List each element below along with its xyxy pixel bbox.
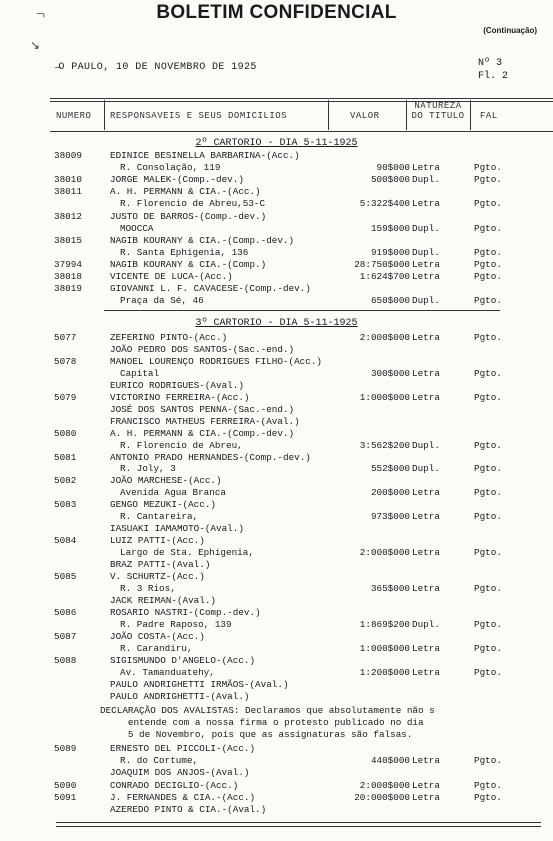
table-row <box>0 380 553 392</box>
column-divider <box>470 100 471 130</box>
reference-number: Nº 3 <box>478 58 503 69</box>
responsible-text: R. Florencio de Abreu,53-C <box>120 198 266 210</box>
entry-number: 38011 <box>54 186 82 198</box>
table-row <box>0 559 553 571</box>
entry-value: 650$000 <box>370 295 410 307</box>
payment-status: Pgto. <box>474 755 502 767</box>
section-title: 3º CARTORIO - DIA 5-11-1925 <box>195 318 358 329</box>
entry-value: 500$000 <box>370 174 410 186</box>
table-row <box>0 535 553 547</box>
table-row <box>0 607 553 619</box>
responsible-text: VICTORINO FERREIRA-(Acc.) <box>110 391 250 403</box>
payment-status: Pgto. <box>474 162 502 174</box>
table-top-rule <box>50 101 553 102</box>
title-nature: Letra <box>412 642 440 654</box>
column-divider <box>104 100 105 130</box>
table-row <box>0 475 553 487</box>
entry-value: 28:750$000 <box>354 258 410 270</box>
entry-value: 973$000 <box>370 511 410 523</box>
dateline: ̶O PAULO, 10 DE NOVEMBRO DE 1925 <box>58 62 257 73</box>
responsible-text: Av. Tamanduatehy, <box>120 666 215 678</box>
entry-number: 38012 <box>54 210 82 222</box>
title-nature: Dupl. <box>412 222 440 234</box>
responsible-text: EDINICE BESINELLA BARBARINA-(Acc.) <box>110 150 300 161</box>
entry-value: 5:322$400 <box>359 198 410 210</box>
table-row <box>0 295 553 307</box>
responsible-text: JOSÉ DOS SANTOS PENNA-(Sac.-end.) <box>110 403 295 415</box>
responsible-text: R. Consolação, 119 <box>120 162 221 174</box>
responsible-text: SIGISMUNDO D'ANGELO-(Acc.) <box>110 654 256 666</box>
payment-status: Pgto. <box>474 198 502 210</box>
entry-value: 1:000$000 <box>359 642 410 654</box>
payment-status: Pgto. <box>474 439 502 451</box>
guarantors-declaration: DECLARAÇÃO DOS AVALISTAS: Declaramos que absolutamente não s entende com a nossa firma o protesto publicado no dia 5 de Novembro, pois que as assignaturas são falsas. <box>100 705 435 740</box>
entry-value: 20:000$000 <box>354 791 410 803</box>
entry-number: 5083 <box>54 499 77 511</box>
title-nature: Letra <box>412 198 440 210</box>
table-header-rule <box>50 131 553 132</box>
table-row <box>0 463 553 475</box>
table-row <box>0 523 553 535</box>
responsible-text: ANTONIO PRADO HERNANDES-(Comp.-dev.) <box>110 451 311 463</box>
entry-value: 365$000 <box>370 582 410 594</box>
title-nature: Dupl. <box>412 463 440 475</box>
table-row <box>0 271 553 283</box>
table-row <box>0 792 553 804</box>
payment-status: Pgto. <box>474 463 502 475</box>
entry-number: 5077 <box>54 332 77 343</box>
payment-status: Pgto. <box>474 582 502 594</box>
title-nature: Dupl. <box>412 295 440 307</box>
responsible-text: GENGO MEZUKI-(Acc.) <box>110 499 217 511</box>
footer-rule <box>56 826 541 827</box>
entry-number: 5080 <box>54 427 77 439</box>
responsible-text: R. Santa Ephigenia, 136 <box>120 246 249 258</box>
table-row <box>0 162 553 174</box>
table-row <box>0 150 553 162</box>
entry-value: 919$000 <box>370 246 410 258</box>
title-nature: Dupl. <box>412 246 440 258</box>
table-row <box>0 211 553 223</box>
payment-status: Pgto. <box>474 174 502 186</box>
table-row <box>0 571 553 583</box>
table-row <box>0 511 553 523</box>
entry-number: 38019 <box>54 283 82 295</box>
payment-status: Pgto. <box>474 391 502 403</box>
responsible-text: GIOVANNI L. F. CAVACESE-(Comp.-dev.) <box>110 283 311 295</box>
payment-status: Pgto. <box>474 511 502 523</box>
title-nature: Letra <box>412 755 440 767</box>
entry-number: 5084 <box>54 535 77 547</box>
entry-value: 1:624$700 <box>359 271 410 282</box>
entry-number: 5089 <box>54 743 77 754</box>
entry-value: 159$000 <box>370 222 410 234</box>
table-row <box>0 452 553 464</box>
table-top-rule <box>50 98 553 99</box>
responsible-text: NAGIB KOURANY & CIA.-(Comp.-dev.) <box>110 234 295 246</box>
responsible-text: R. Carandiru, <box>120 642 193 654</box>
table-row <box>0 691 553 703</box>
title-nature: Letra <box>412 487 440 499</box>
table-row <box>0 655 553 667</box>
responsible-text: AZEREDO PINTO & CIA.-(Aval.) <box>110 804 267 815</box>
responsible-text: Praça da Sé, 46 <box>120 295 204 307</box>
responsible-text: PAULO ANDRIGHETTI IRMÃOS-(Aval.) <box>110 678 289 690</box>
payment-status: Pgto. <box>474 295 502 307</box>
column-divider <box>406 100 407 130</box>
entry-value: 300$000 <box>370 367 410 379</box>
footer-rule <box>56 822 541 823</box>
payment-status: Pgto. <box>474 246 502 258</box>
table-row <box>0 186 553 198</box>
responsible-text: MOOCCA <box>120 222 154 234</box>
payment-status: Pgto. <box>474 271 502 282</box>
title-nature: Letra <box>412 511 440 523</box>
responsible-text: JOÃO MARCHESE-(Acc.) <box>110 475 222 487</box>
table-row <box>0 440 553 452</box>
title-nature: Letra <box>412 271 440 282</box>
payment-status: Pgto. <box>474 547 502 559</box>
entry-number: 5079 <box>54 391 77 403</box>
table-row <box>0 356 553 368</box>
table-row <box>0 667 553 679</box>
responsible-text: LUIZ PATTI-(Acc.) <box>110 535 205 547</box>
entry-number: 38015 <box>54 234 82 246</box>
responsible-text: R. Joly, 3 <box>120 463 176 475</box>
entry-number: 5087 <box>54 630 77 642</box>
responsible-text: R. Florencio de Abreu, <box>120 439 243 451</box>
table-row <box>0 583 553 595</box>
responsible-text: R. Cantareira, <box>120 511 199 523</box>
responsible-text: ZEFERINO PINTO-(Acc.) <box>110 332 228 343</box>
responsible-text: CONRADO DECIGLIO-(Acc.) <box>110 779 239 791</box>
column-header-status: FAL <box>480 111 498 121</box>
entry-number: 5088 <box>54 654 77 666</box>
table-row <box>0 679 553 691</box>
margin-mark: ¬ <box>36 6 46 23</box>
entry-value: 90$000 <box>376 162 410 174</box>
responsible-text: JACK REIMAN-(Aval.) <box>110 594 217 606</box>
responsible-text: J. FERNANDES & CIA.-(Acc.) <box>110 791 256 803</box>
table-row <box>0 259 553 271</box>
title-nature: Letra <box>412 582 440 594</box>
entry-number: 5086 <box>54 606 77 618</box>
table-row <box>0 392 553 404</box>
payment-status: Pgto. <box>474 618 502 630</box>
title-nature: Letra <box>412 258 440 270</box>
table-row <box>0 198 553 210</box>
entry-number: 5090 <box>54 779 77 791</box>
payment-status: Pgto. <box>474 222 502 234</box>
entry-value: 2:000$000 <box>359 332 410 343</box>
responsible-text: JOÃO PEDRO DOS SANTOS-(Sac.-end.) <box>110 343 295 355</box>
title-nature: Letra <box>412 332 440 343</box>
entry-value: 3:562$200 <box>359 439 410 451</box>
title-nature: Letra <box>412 162 440 174</box>
table-row <box>0 643 553 655</box>
section-title: 2º CARTORIO - DIA 5-11-1925 <box>195 138 358 149</box>
section-rule <box>104 310 500 311</box>
entry-number: 5085 <box>54 571 77 582</box>
title-nature: Letra <box>412 791 440 803</box>
title-nature: Letra <box>412 547 440 559</box>
responsible-text: JOAQUIM DOS ANJOS-(Aval.) <box>110 767 250 779</box>
table-row <box>0 174 553 186</box>
responsible-text: FRANCISCO MATHEUS FERREIRA-(Aval.) <box>110 415 300 427</box>
table-row <box>0 487 553 499</box>
responsible-text: EURICO RODRIGUES-(Aval.) <box>110 379 244 391</box>
responsible-text: ERNESTO DEL PICCOLI-(Acc.) <box>110 743 256 754</box>
column-header-responsible: RESPONSAVEIS E SEUS DOMICILIOS <box>110 111 288 121</box>
margin-mark: ↘ <box>30 38 41 52</box>
title-nature: Letra <box>412 367 440 379</box>
column-header-nature: NATUREZA DO TITULO <box>411 101 465 121</box>
table-row <box>0 619 553 631</box>
responsible-text: IASUAKI IAMAMOTO-(Aval.) <box>110 523 244 535</box>
entry-value: 552$000 <box>370 463 410 475</box>
table-row <box>0 283 553 295</box>
entry-value: 440$000 <box>370 755 410 767</box>
responsible-text: Avenida Agua Branca <box>120 487 227 499</box>
table-row <box>0 368 553 380</box>
responsible-text: R. 3 Rios, <box>120 582 176 594</box>
responsible-text: Capital <box>120 367 160 379</box>
title-nature: Letra <box>412 666 440 678</box>
entry-value: 2:000$000 <box>359 779 410 791</box>
column-header-number: NUMERO <box>56 111 92 121</box>
responsible-text: PAULO ANDRIGHETTI-(Aval.) <box>110 690 250 702</box>
entry-number: 38018 <box>54 271 82 282</box>
responsible-text: JOÃO COSTA-(Acc.) <box>110 630 205 642</box>
title-nature: Dupl. <box>412 439 440 451</box>
payment-status: Pgto. <box>474 779 502 791</box>
responsible-text: MANOEL LOURENÇO RODRIGUES FILHO-(Acc.) <box>110 355 323 367</box>
entry-number: 5078 <box>54 355 77 367</box>
title-nature: Letra <box>412 779 440 791</box>
payment-status: Pgto. <box>474 666 502 678</box>
entry-number: 5082 <box>54 475 77 487</box>
bulletin-title: BOLETIM CONFIDENCIAL <box>156 2 397 23</box>
payment-status: Pgto. <box>474 367 502 379</box>
table-row <box>0 344 553 356</box>
entry-value: 1:200$000 <box>359 666 410 678</box>
entry-value: 1:869$200 <box>359 618 410 630</box>
table-row <box>0 755 553 767</box>
table-row <box>0 416 553 428</box>
column-divider <box>328 100 329 130</box>
table-row <box>0 428 553 440</box>
responsible-text: NAGIB KOURANY & CIA.-(Comp.) <box>110 258 267 270</box>
responsible-text: VICENTE DE LUCA-(Acc.) <box>110 271 233 282</box>
table-row <box>0 743 553 755</box>
responsible-text: BRAZ PATTI-(Aval.) <box>110 559 211 571</box>
table-row <box>0 547 553 559</box>
table-row <box>0 235 553 247</box>
responsible-text: R. do Cortume, <box>120 755 199 767</box>
entry-value: 2:000$000 <box>359 547 410 559</box>
responsible-text: JORGE MALEK-(Comp.-dev.) <box>110 174 244 186</box>
responsible-text: ROSARIO NASTRI-(Comp.-dev.) <box>110 606 261 618</box>
table-row <box>0 223 553 235</box>
payment-status: Pgto. <box>474 332 502 343</box>
entry-number: 5091 <box>54 791 77 803</box>
entry-number: 37994 <box>54 258 82 270</box>
folio-number: Fl. 2 <box>478 71 509 82</box>
responsible-text: R. Padre Raposo, 139 <box>120 618 232 630</box>
responsible-text: Largo de Sta. Ephigenia, <box>120 547 254 559</box>
entry-value: 1:000$000 <box>359 391 410 403</box>
table-row <box>0 332 553 344</box>
table-row <box>0 804 553 816</box>
entry-number: 5081 <box>54 451 77 463</box>
responsible-text: V. SCHURTZ-(Acc.) <box>110 571 205 582</box>
table-row <box>0 631 553 643</box>
table-row <box>0 247 553 259</box>
responsible-text: JUSTO DE BARROS-(Comp.-dev.) <box>110 210 267 222</box>
table-row <box>0 595 553 607</box>
title-nature: Dupl. <box>412 618 440 630</box>
responsible-text: A. H. PERMANN & CIA.-(Comp.-dev.) <box>110 427 295 439</box>
column-header-value: VALOR <box>350 111 380 121</box>
entry-number: 38009 <box>54 150 82 161</box>
table-row <box>0 499 553 511</box>
title-nature: Dupl. <box>412 174 440 186</box>
responsible-text: A. H. PERMANN & CIA.-(Acc.) <box>110 186 261 198</box>
payment-status: Pgto. <box>474 791 502 803</box>
table-row <box>0 404 553 416</box>
entry-number: 38010 <box>54 174 82 186</box>
payment-status: Pgto. <box>474 487 502 499</box>
entry-value: 200$000 <box>370 487 410 499</box>
payment-status: Pgto. <box>474 642 502 654</box>
table-row <box>0 780 553 792</box>
continuation-note: (Continuação) <box>483 26 537 35</box>
table-row <box>0 767 553 779</box>
title-nature: Letra <box>412 391 440 403</box>
payment-status: Pgto. <box>474 258 502 270</box>
